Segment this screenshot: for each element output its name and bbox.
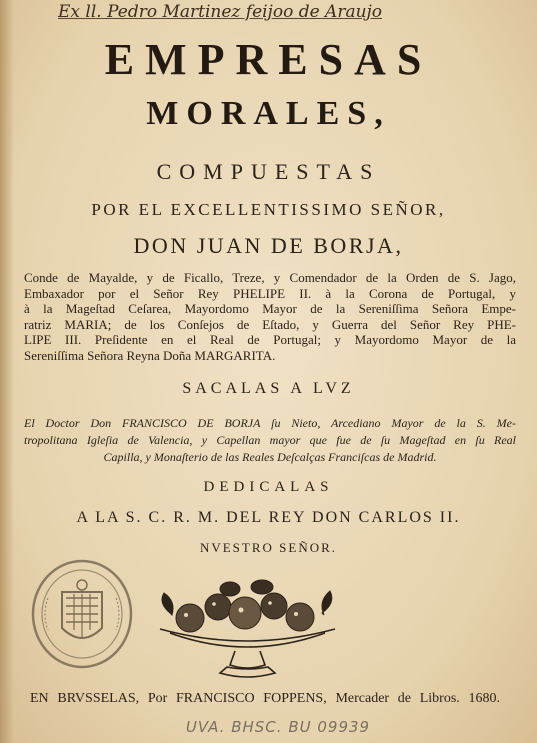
author-titles-line: LIPE III. Preſidente en el Real de Portugal; y Mayordomo Mayor de la xyxy=(24,332,516,347)
author-intro: POR EL EXCELLENTISSIMO SEÑOR, xyxy=(91,200,446,219)
author-titles-line: Embaxador por el Señor Rey PHELIPE II. à la Corona de Portugal, y xyxy=(24,285,516,301)
fruit-bowl-vignette xyxy=(150,573,345,683)
title-line-1: EMPRESAS xyxy=(104,35,433,84)
dedication-subline: NVESTRO SEÑOR. xyxy=(199,540,338,555)
author-titles-line: Conde de Mayalde, y de Ficallo, Treze, y Comendador de la Orden de S. Jago, xyxy=(24,270,516,285)
imprint-line: EN BRVSSELAS, Por FRANCISCO FOPPENS, Mercader de Libros. 1680. xyxy=(30,691,500,706)
published-by-heading: SACALAS A LVZ xyxy=(182,380,355,397)
author-titles-line: à la Mageſtad Ceſarea, Mayordomo Mayor de la Sereniſſima Señora Empe- xyxy=(24,301,516,316)
author-name: DON JUAN DE BORJA, xyxy=(133,233,404,258)
editor-line: Capilla, y Monaſterio de las Reales Deſcalças Franciſcas de Madrid. xyxy=(103,450,437,464)
editor-line: El Doctor Don FRANCISCO DE BORJA ſu Nieto, Arcediano Mayor de la S. Me- xyxy=(24,416,516,430)
library-stamp-seal xyxy=(30,558,134,670)
library-shelfmark: UVA. BHSC. BU 09939 xyxy=(185,718,371,736)
handwritten-ownership-note: Ex ll. Pedro Martinez feijoo de Araujo xyxy=(58,2,383,22)
author-titles-line: Sereniſſima Señora Reyna Doña MARGARITA. xyxy=(24,347,276,363)
title-line-3: COMPUESTAS xyxy=(156,159,381,184)
dedication-label: DEDICALAS xyxy=(203,479,334,495)
author-titles-line: ratriz MARIA; de los Conſejos de Eſtado, y Guerra del Señor Rey PHE- xyxy=(24,316,516,332)
editor-line: tropolitana Igleſia de Valencia, y Capellan mayor que fue de ſu Mageſtad en ſu Real xyxy=(24,433,516,447)
dedication-line: A LA S. C. R. M. DEL REY DON CARLOS II. xyxy=(76,509,461,526)
author-titles xyxy=(24,270,516,363)
title-line-2: MORALES, xyxy=(146,95,391,132)
